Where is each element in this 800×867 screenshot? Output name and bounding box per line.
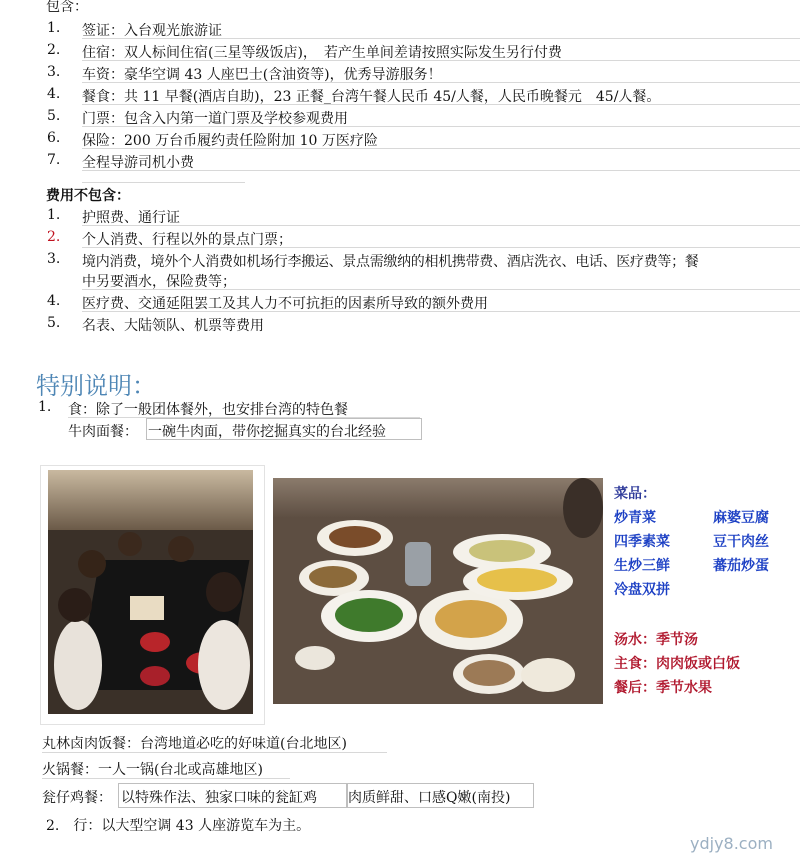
include-item-bus: 车资：豪华空调 43 人座巴士(含油资等)，优秀导游服务！: [82, 67, 442, 83]
table-rule: [82, 170, 800, 171]
exclude-num-1: 1.: [47, 207, 61, 223]
include-item-visa: 签证：入台观光旅游证: [82, 23, 222, 39]
exclude-item-medical: 医疗费、交通延阻罢工及其人力不可抗拒的因素所导致的额外费用: [82, 296, 488, 312]
include-item-lodging: 住宿：双人标间住宿(三星等级饭店)， 若产生单间差请按照实际发生另行付费: [82, 45, 562, 61]
exclude-item-personal: 个人消费、行程以外的景点门票；: [82, 232, 292, 248]
menu-dish: 生炒三鲜: [614, 558, 670, 574]
include-item-tips: 全程导游司机小费: [82, 155, 194, 171]
special-num-1: 1.: [38, 399, 52, 415]
exclude-num-2: 2.: [47, 229, 61, 245]
table-rule: [82, 247, 800, 248]
transport-line: 2. 行：以大型空调 43 人座游览车为主。: [46, 818, 311, 834]
include-num-5: 5.: [47, 108, 61, 124]
exclude-item-domestic: 境内消费，境外个人消费如机场行李搬运、景点需缴纳的相机携带费、酒店洗衣、电话、医疗费等；餐: [82, 254, 699, 270]
special-meal-intro: 食：除了一般团体餐外，也安排台湾的特色餐: [68, 402, 348, 418]
site-watermark: ydjy8.com: [690, 834, 773, 853]
menu-dish: 蕃茄炒蛋: [713, 558, 769, 574]
include-item-insurance: 保险：200 万台币履约责任险附加 10 万医疗险: [82, 133, 378, 149]
exclude-item-passport: 护照费、通行证: [82, 210, 180, 226]
include-num-2: 2.: [47, 42, 61, 58]
table-rule: [82, 38, 800, 39]
menu-dish: 四季素菜: [614, 534, 670, 550]
include-num-7: 7.: [47, 152, 61, 168]
table-rule: [82, 289, 800, 290]
include-num-1: 1.: [47, 20, 61, 36]
table-rule: [82, 82, 800, 83]
table-rule: [82, 148, 800, 149]
exclude-item-watches: 名表、大陆领队、机票等费用: [82, 318, 264, 334]
dishes-photo: [273, 478, 603, 704]
exclude-num-5: 5.: [47, 315, 61, 331]
menu-staple: 主食：肉肉饭或白饭: [614, 656, 740, 672]
exclude-num-3: 3.: [47, 251, 61, 267]
special-notes-title: 特别说明：: [36, 372, 156, 400]
include-item-meals: 餐食：共 11 早餐(酒店自助)，23 正餐_台湾午餐人民币 45/人餐，人民币晚餐元 45/人餐。: [82, 89, 661, 105]
menu-title: 菜品：: [614, 486, 656, 502]
photo-frame: [40, 465, 265, 725]
include-num-3: 3.: [47, 64, 61, 80]
menu-dish: 炒青菜: [614, 510, 656, 526]
menu-dish: 冷盘双拼: [614, 582, 670, 598]
include-item-tickets: 门票：包含入内第一道门票及学校参观费用: [82, 111, 348, 127]
jar-chicken-text-b: 肉质鲜甜、口感Q嫩(南投): [348, 790, 511, 806]
menu-soup: 汤水：季节汤: [614, 632, 698, 648]
table-rule: [82, 104, 800, 105]
table-rule: [82, 225, 800, 226]
jar-chicken-text-a: 以特殊作法、独家口味的瓮缸鸡: [121, 790, 317, 806]
hotpot-line: 火锅餐：一人一锅(台北或高雄地区): [42, 762, 263, 778]
menu-dish: 豆干肉丝: [713, 534, 769, 550]
braised-pork-rice-line: 丸林卤肉饭餐：台湾地道必吃的好味道(台北地区): [42, 736, 347, 752]
beef-noodle-text: 一碗牛肉面，带你挖掘真实的台北经验: [148, 424, 386, 440]
include-num-4: 4.: [47, 86, 61, 102]
table-rule: [82, 182, 245, 183]
table-rule: [42, 778, 290, 779]
exclude-num-4: 4.: [47, 293, 61, 309]
table-rule: [82, 126, 800, 127]
table-rule: [42, 752, 387, 753]
beef-noodle-label: 牛肉面餐：: [68, 424, 138, 440]
menu-dish: 麻婆豆腐: [713, 510, 769, 526]
include-num-6: 6.: [47, 130, 61, 146]
excludes-heading: 费用不包含：: [46, 188, 130, 204]
menu-dessert: 餐后：季节水果: [614, 680, 712, 696]
exclude-item-domestic-cont: 中另要酒水，保险费等；: [82, 274, 236, 290]
table-rule: [82, 311, 800, 312]
table-rule: [82, 60, 800, 61]
jar-chicken-label: 瓮仔鸡餐：: [42, 790, 112, 806]
includes-heading: 包含：: [46, 0, 88, 15]
